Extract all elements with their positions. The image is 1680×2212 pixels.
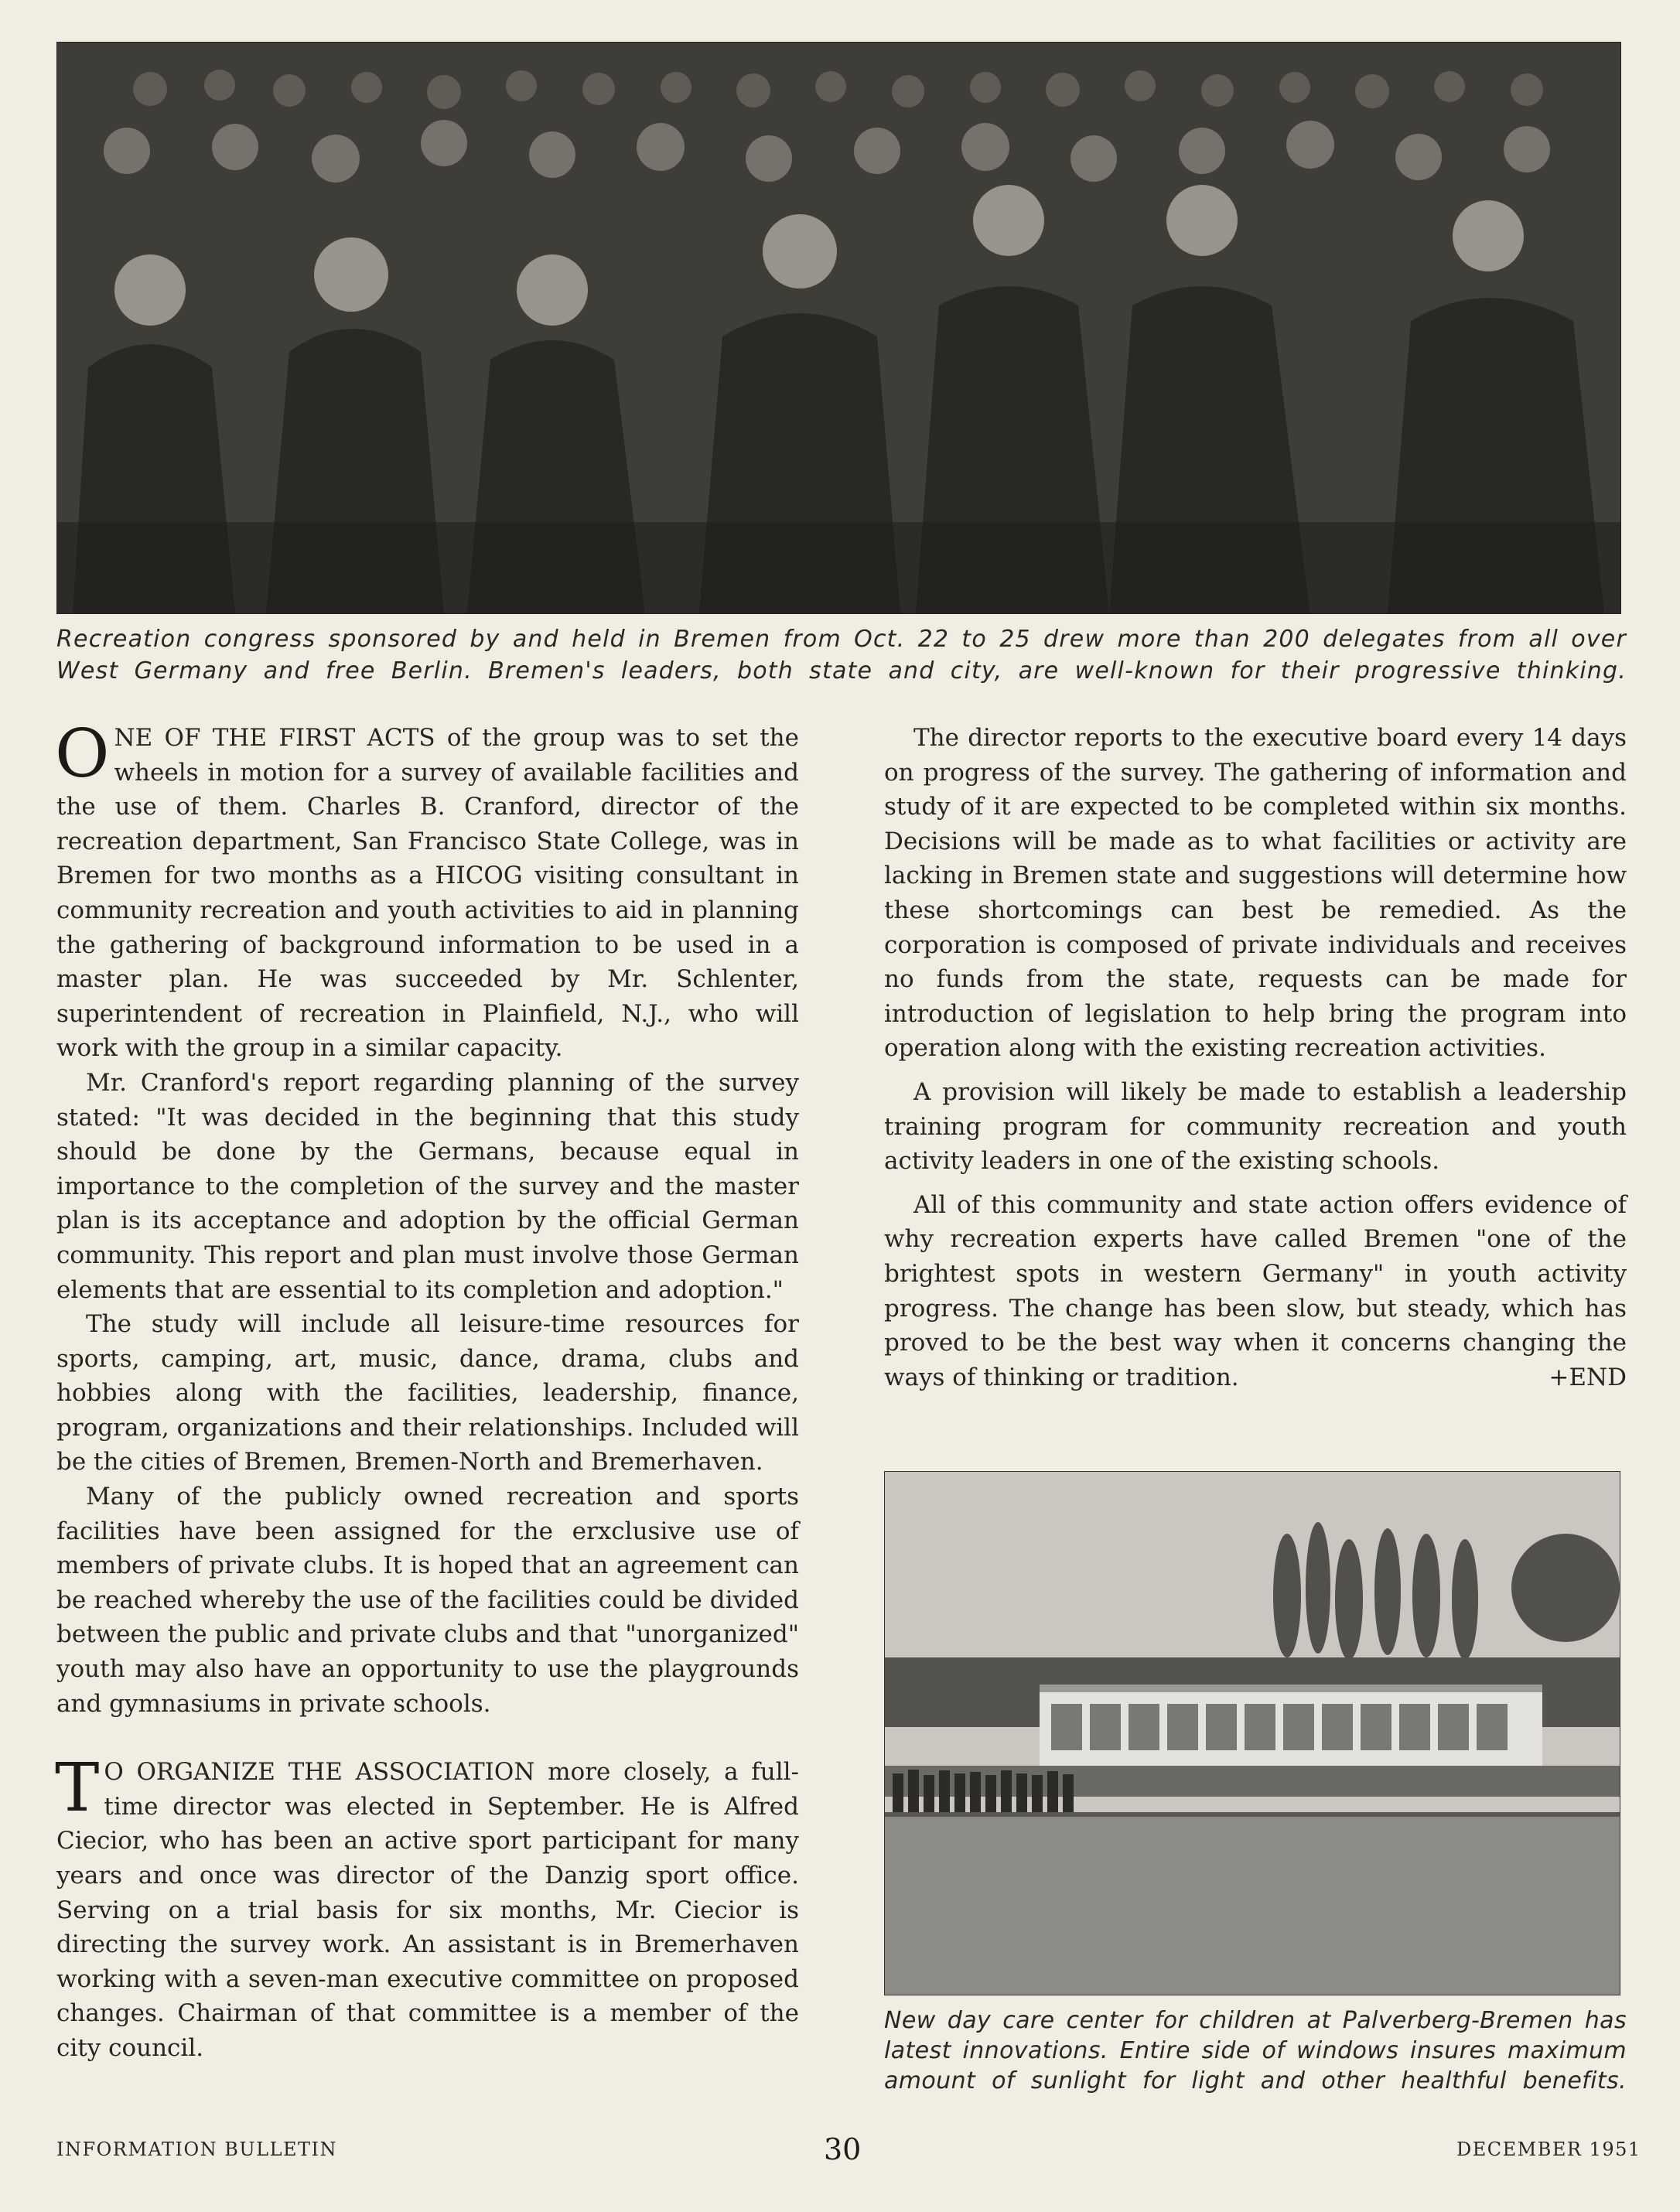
bottom-caption-line-2: latest innovations. Entire side of windows insures maximum	[884, 2037, 1627, 2064]
paragraph-first-acts	[55, 715, 799, 1066]
paragraph-community-action-text: All of this community and state action offers evidence of why recreation experts have called Bremen "one of the brightest spots in western Germany" in youth activity progress. The change has been slow, but steady, which has proved to be the best way when it concerns changing the ways of thinking or tradition.	[884, 1190, 1627, 1391]
paragraph-leadership-training: A provision will likely be made to establish a leadership training program for community recreation and youth activity leaders in one of the existing schools.	[884, 1077, 1627, 1176]
drop-cap-t: T	[55, 1749, 100, 1828]
page-number: 30	[824, 2132, 862, 2166]
top-caption-line-2: West Germany and free Berlin. Bremen's leaders, both state and city, are well-known for their progressive thinking.	[56, 657, 1627, 684]
left-column	[55, 715, 799, 2066]
day-care-center-photo	[884, 1471, 1620, 1995]
paragraph-cranford-report: Mr. Cranford's report regarding planning of the survey stated: "It was decided in the beginning that this study should be done by the Germans, because equal in importance to the completion of the survey and the master plan is its acceptance and adoption by the official German community. This report and plan must involve those German elements that are essential to its completion and adoption."	[56, 1068, 799, 1304]
footer-date: DECEMBER 1951	[1456, 2139, 1641, 2160]
top-caption-line-1: Recreation congress sponsored by and held in Bremen from Oct. 22 to 25 drew more than 200 delegates from all over	[56, 626, 1627, 653]
top-photo-caption	[56, 623, 1627, 687]
paragraph-director-reports: The director reports to the executive board every 14 days on progress of the survey. The gathering of information and study of it are expected to be completed within six months. Decisions will be made as to what facilities or activity are lacking in Bremen state and suggestions will determine how these shortcomings can best be remedied. As the corporation is composed of private individuals and receives no funds from the state, requests can be made for introduction of legislation to help bring the program into operation along with the existing recreation activities.	[884, 724, 1627, 1063]
audience-illustration	[57, 43, 1620, 613]
day-care-illustration	[885, 1472, 1620, 1995]
paragraph-organize-association	[55, 1749, 799, 2065]
paragraph-community-action	[884, 1188, 1627, 1395]
bottom-caption-line-3: amount of sunlight for light and other healthful benefits.	[884, 2067, 1627, 2094]
paragraph-first-acts-text: NE OF THE FIRST ACTS of the group was to set the wheels in motion for a survey of available facilities and the use of them. Charles B. Cranford, director of the recreation department, San Francisco State College, was in Bremen for two months as a HICOG visiting consultant in community recreation and youth activities to aid in planning the gathering of background information to be used in a master plan. He was succeeded by Mr. Schlenter, superintendent of recreation in Plainfield, N.J., who will work with the group in a similar capacity.	[56, 724, 799, 1063]
right-column	[884, 721, 1627, 1394]
paragraph-facilities: Many of the publicly owned recreation and sports facilities have been assigned for the erxclusive use of members of private clubs. It is hoped that an agreement can be reached whereby the use of the facilities could be divided between the public and private clubs and that "unorganized" youth may also have an opportunity to use the playgrounds and gymnasiums in private schools.	[56, 1483, 799, 1718]
paragraph-organize-association-text: O ORGANIZE THE ASSOCIATION more closely, a full-time director was elected in September. He is Alfred Ciecior, who has been an active sport participant for many years and once was director of the Danzig sport office. Serving on a trial basis for six months, Mr. Ciecior is directing the survey work. An assistant is in Bremerhaven working with a seven-man executive committee on proposed changes. Chairman of that committee is a member of the city council.	[56, 1758, 799, 2062]
paragraph-study-scope: The study will include all leisure-time resources for sports, camping, art, music, dance, drama, clubs and hobbies along with the facilities, leadership, finance, program, organizations and their relationships. Included will be the cities of Bremen, Bremen-North and Bremerhaven.	[56, 1310, 799, 1476]
bottom-caption-line-1: New day care center for children at Palverberg-Bremen has	[884, 2007, 1627, 2034]
footer-publication: INFORMATION BULLETIN	[56, 2139, 338, 2160]
drop-cap-o: O	[55, 715, 110, 793]
congress-audience-photo	[56, 42, 1621, 614]
bottom-photo-caption	[884, 2005, 1627, 2096]
end-mark: +END	[1549, 1363, 1627, 1391]
